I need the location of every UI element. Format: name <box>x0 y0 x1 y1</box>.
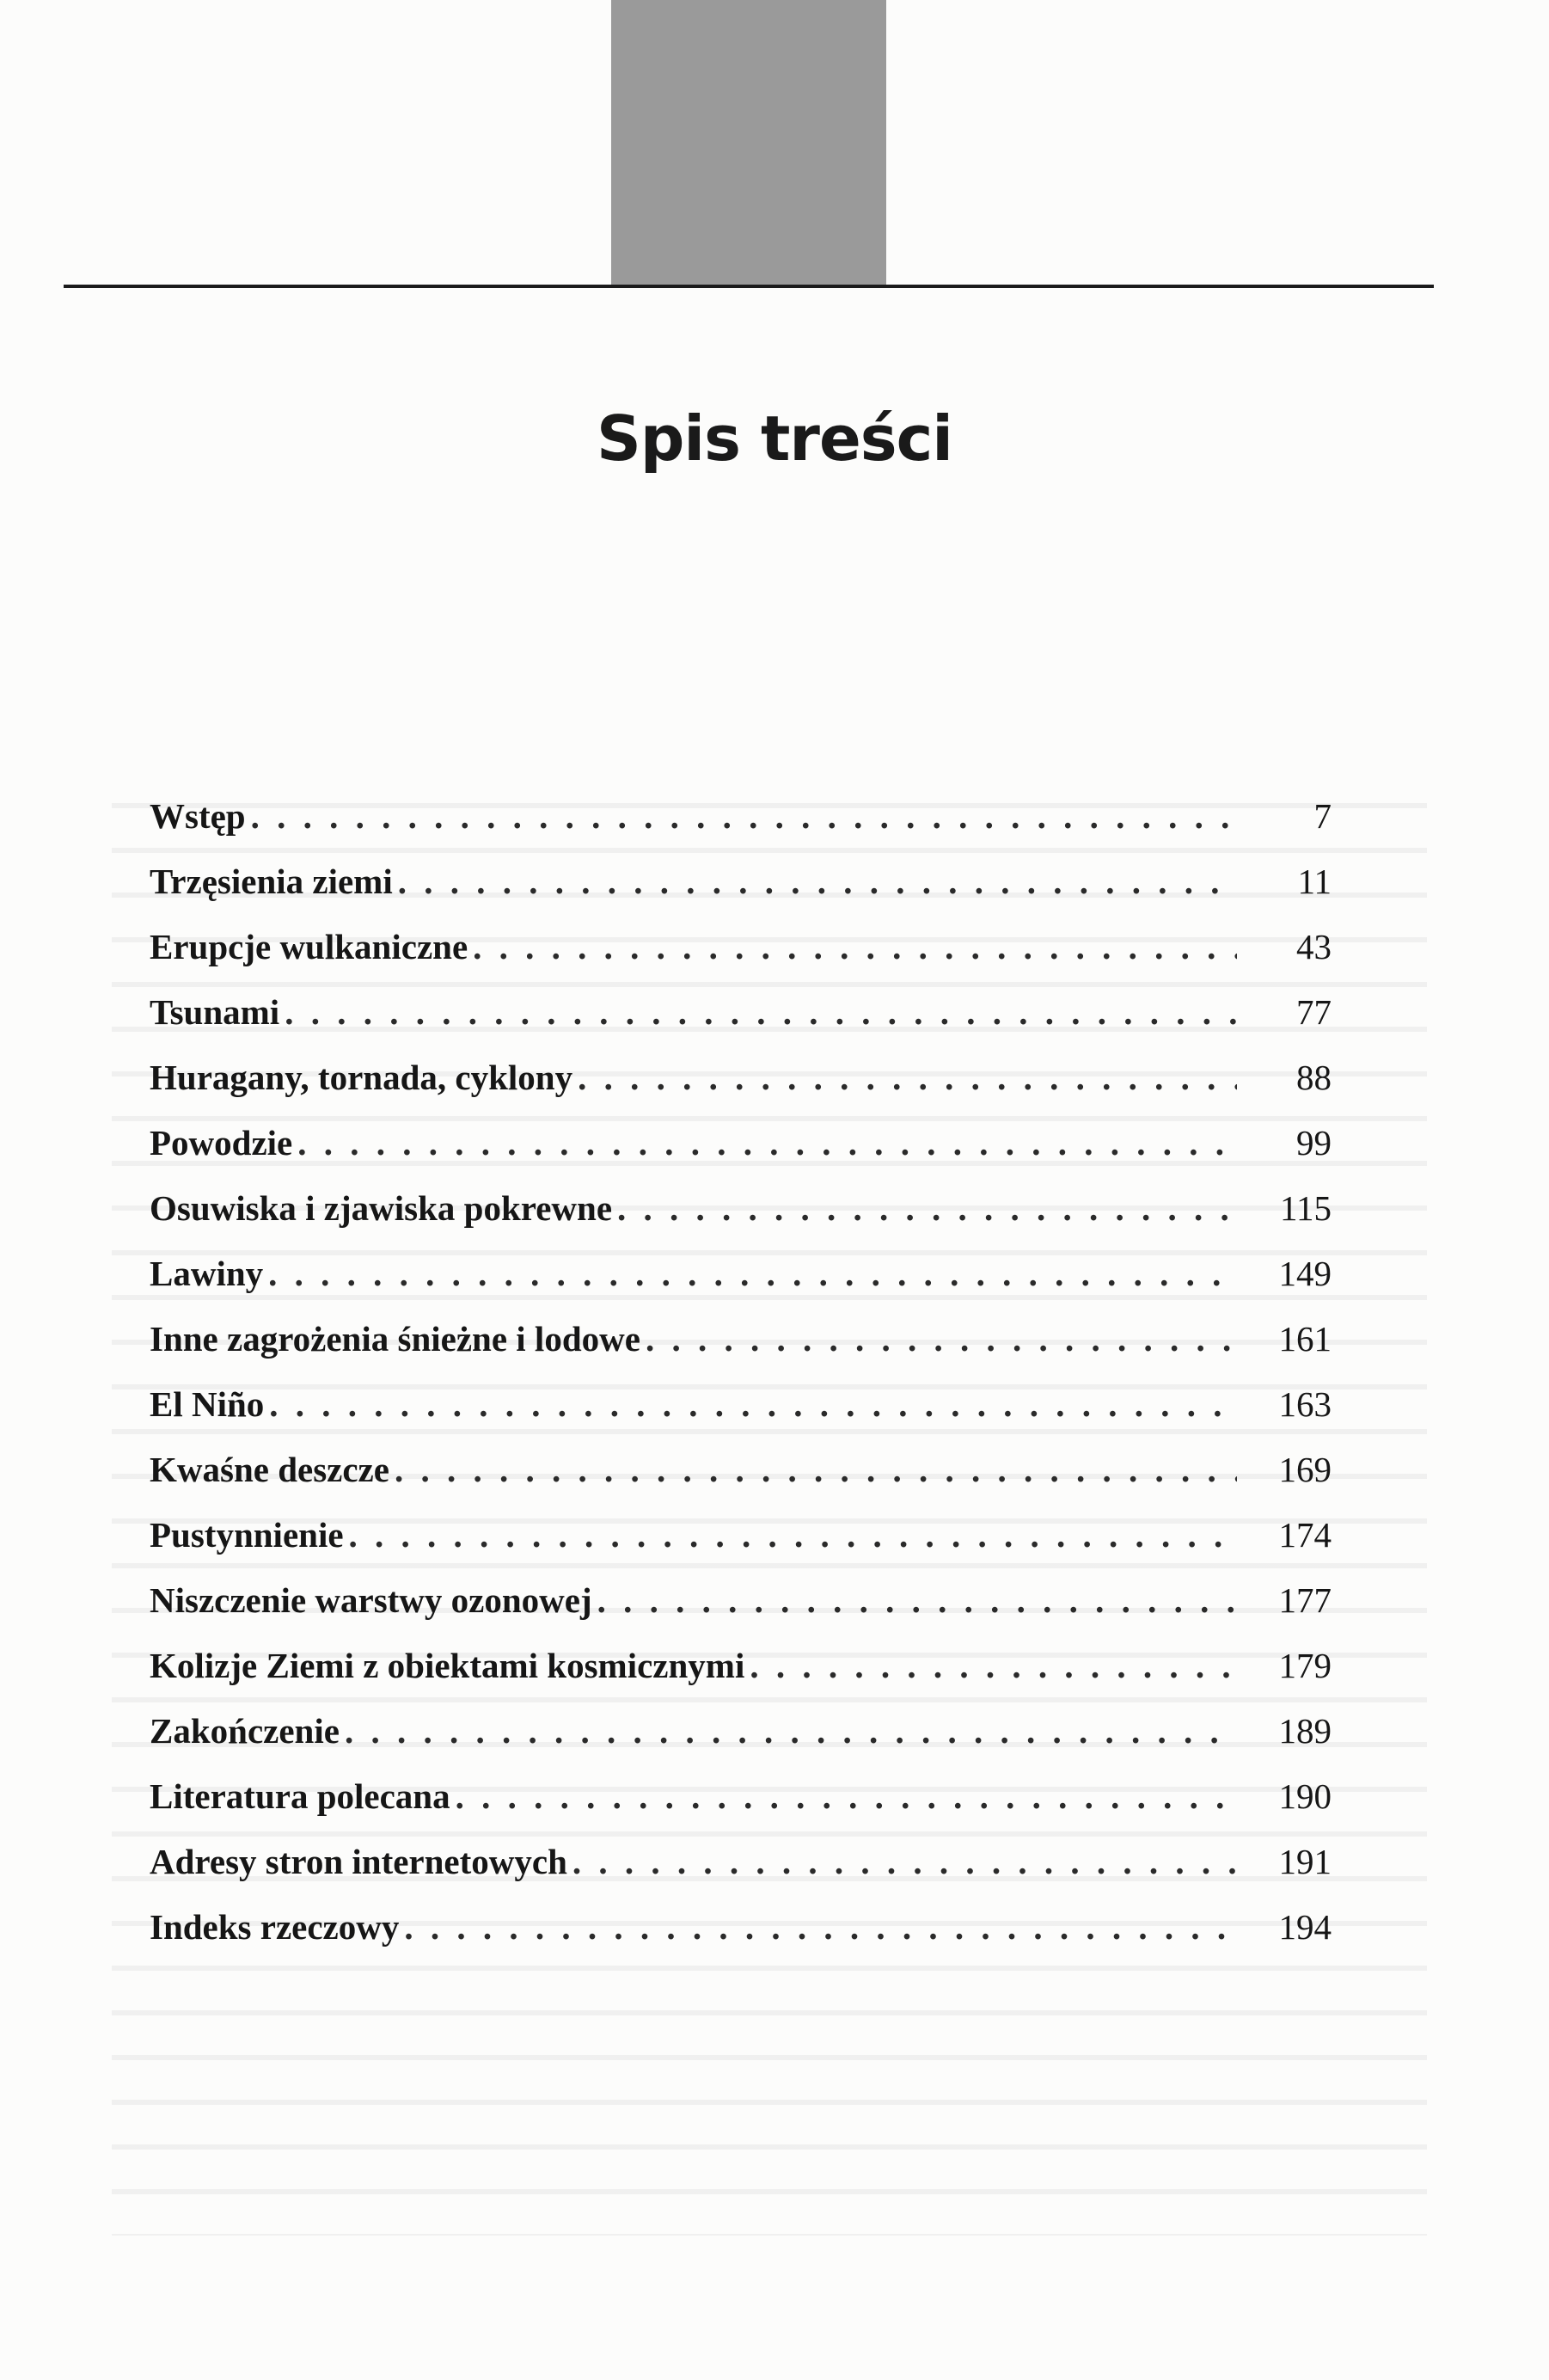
toc-entry-label: Trzęsienia ziemi <box>150 862 393 901</box>
header-rule <box>64 285 1434 288</box>
toc-entry-label: Osuwiska i zjawiska pokrewne <box>150 1188 613 1228</box>
toc-dot-leader <box>251 783 1237 849</box>
toc-entry-earthquakes[interactable] <box>150 849 1332 914</box>
toc-page-number: 149 <box>1278 1254 1332 1293</box>
toc-entry-label: Erupcje wulkaniczne <box>150 927 468 966</box>
toc-dot-leader <box>269 1371 1237 1437</box>
toc-dot-leader <box>297 1110 1237 1175</box>
toc-entry-label: Indeks rzeczowy <box>150 1907 400 1947</box>
toc-page-number: 177 <box>1278 1580 1332 1620</box>
toc-entry-conclusion[interactable] <box>150 1698 1332 1764</box>
toc-entry-label: Lawiny <box>150 1254 264 1293</box>
header-decorative-block <box>611 0 886 286</box>
toc-entry-floods[interactable] <box>150 1110 1332 1175</box>
toc-page-number: 163 <box>1278 1384 1332 1424</box>
toc-entry-desertification[interactable] <box>150 1502 1332 1567</box>
toc-dot-leader <box>345 1698 1237 1764</box>
toc-page-number: 161 <box>1278 1319 1332 1359</box>
toc-entry-ozone-depletion[interactable] <box>150 1567 1332 1633</box>
toc-entry-volcanic-eruptions[interactable] <box>150 914 1332 979</box>
toc-page-number: 7 <box>1313 796 1332 836</box>
toc-entry-snow-ice-hazards[interactable] <box>150 1306 1332 1371</box>
toc-entry-el-nino[interactable] <box>150 1371 1332 1437</box>
toc-page-number: 179 <box>1278 1646 1332 1685</box>
toc-entry-label: Inne zagrożenia śnieżne i lodowe <box>150 1319 640 1359</box>
toc-entry-label: Tsunami <box>150 992 280 1032</box>
toc-entry-avalanches[interactable] <box>150 1241 1332 1306</box>
toc-page-number: 115 <box>1280 1188 1332 1228</box>
toc-page-number: 77 <box>1296 992 1332 1032</box>
toc-entry-recommended-reading[interactable] <box>150 1764 1332 1829</box>
toc-entry-label: Powodzie <box>150 1123 293 1162</box>
toc-dot-leader <box>268 1241 1237 1306</box>
toc-entry-label: El Niño <box>150 1384 265 1424</box>
toc-page-number: 174 <box>1278 1515 1332 1555</box>
toc-dot-leader <box>398 849 1237 914</box>
toc-entry-label: Pustynnienie <box>150 1515 344 1555</box>
toc-page-number: 43 <box>1296 927 1332 966</box>
toc-page-number: 99 <box>1296 1123 1332 1162</box>
toc-dot-leader <box>404 1894 1237 1960</box>
toc-entry-label: Wstęp <box>150 796 246 836</box>
toc-dot-leader <box>473 914 1237 979</box>
toc-entry-label: Kolizje Ziemi z obiektami kosmicznymi <box>150 1646 745 1685</box>
toc-dot-leader <box>597 1567 1237 1633</box>
toc-dot-leader <box>395 1437 1237 1502</box>
toc-page-number: 88 <box>1296 1058 1332 1097</box>
toc-entry-tsunami[interactable] <box>150 979 1332 1045</box>
toc-dot-leader <box>578 1045 1237 1110</box>
table-of-contents <box>150 783 1332 1960</box>
toc-entry-label: Adresy stron internetowych <box>150 1842 567 1881</box>
toc-entry-label: Kwaśne deszcze <box>150 1450 389 1489</box>
toc-dot-leader <box>456 1764 1237 1829</box>
toc-dot-leader <box>617 1175 1237 1241</box>
toc-entry-intro[interactable] <box>150 783 1332 849</box>
toc-page-number: 189 <box>1278 1711 1332 1751</box>
toc-dot-leader <box>285 979 1237 1045</box>
toc-dot-leader <box>572 1829 1237 1894</box>
toc-dot-leader <box>646 1306 1237 1371</box>
toc-entry-subject-index[interactable] <box>150 1894 1332 1960</box>
toc-entry-acid-rain[interactable] <box>150 1437 1332 1502</box>
toc-dot-leader <box>349 1502 1237 1567</box>
toc-entry-websites[interactable] <box>150 1829 1332 1894</box>
toc-entry-label: Niszczenie warstwy ozonowej <box>150 1580 592 1620</box>
toc-page-number: 169 <box>1278 1450 1332 1489</box>
toc-entry-cosmic-collisions[interactable] <box>150 1633 1332 1698</box>
toc-entry-label: Huragany, tornada, cyklony <box>150 1058 573 1097</box>
page-title: Spis treści <box>597 402 952 475</box>
toc-entry-landslides[interactable] <box>150 1175 1332 1241</box>
toc-entry-label: Literatura polecana <box>150 1776 450 1816</box>
toc-page-number: 191 <box>1278 1842 1332 1881</box>
toc-page-number: 11 <box>1297 862 1332 901</box>
toc-entry-label: Zakończenie <box>150 1711 340 1751</box>
toc-dot-leader <box>750 1633 1237 1698</box>
toc-page-number: 190 <box>1278 1776 1332 1816</box>
toc-page-number: 194 <box>1278 1907 1332 1947</box>
toc-entry-hurricanes[interactable] <box>150 1045 1332 1110</box>
